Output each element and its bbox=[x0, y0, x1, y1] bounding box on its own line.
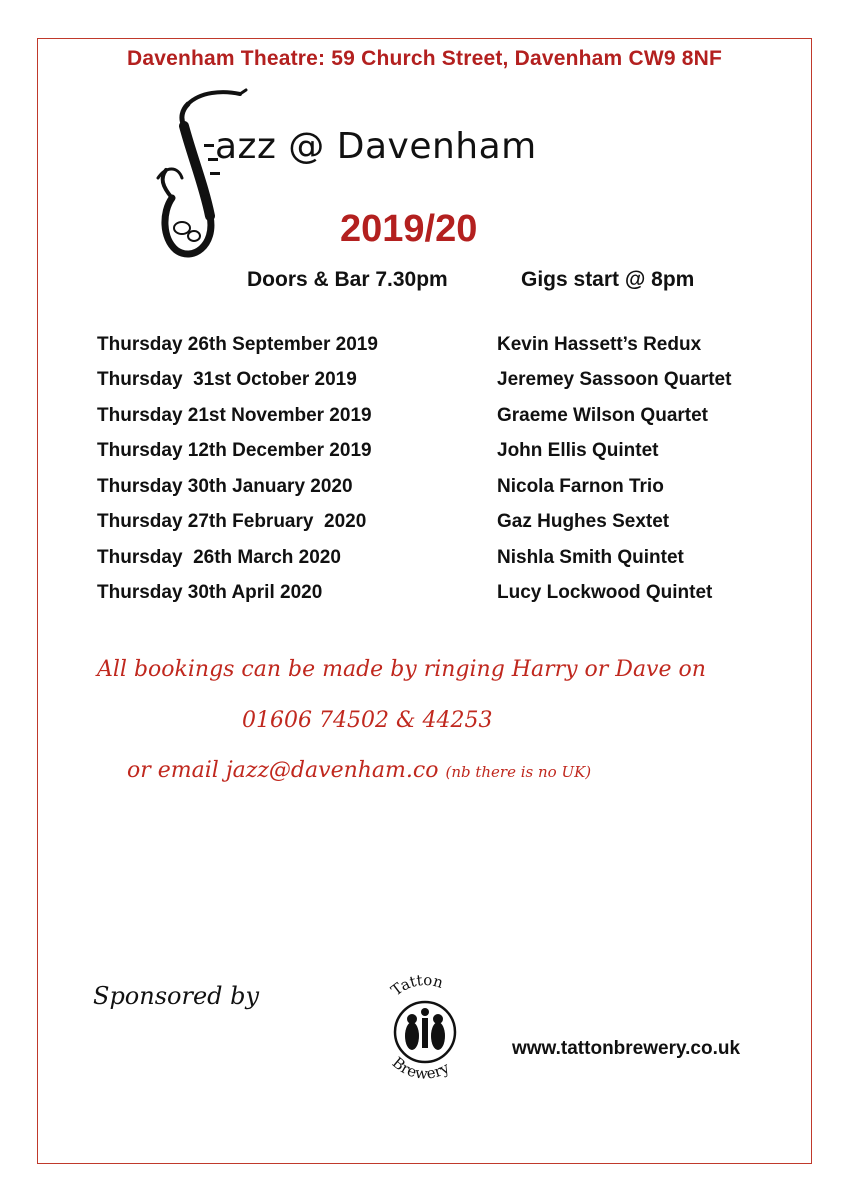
schedule-row bbox=[0, 547, 849, 577]
gig-date: Thursday 12th December 2019 bbox=[97, 440, 372, 461]
gig-act: Kevin Hassett’s Redux bbox=[497, 334, 702, 355]
sponsored-by-label: Sponsored by bbox=[93, 982, 260, 1010]
schedule-row bbox=[0, 476, 849, 506]
doors-time: Doors & Bar 7.30pm bbox=[247, 268, 448, 291]
tatton-brewery-logo bbox=[370, 972, 480, 1082]
gig-date: Thursday 30th January 2020 bbox=[97, 476, 353, 497]
gig-act: John Ellis Quintet bbox=[497, 440, 659, 461]
gig-date: Thursday 26th September 2019 bbox=[97, 334, 378, 355]
season-title: 2019/20 bbox=[340, 208, 478, 250]
venue-address: Davenham Theatre: 59 Church Street, Davenham CW9 8NF bbox=[126, 47, 723, 70]
gig-date: Thursday 21st November 2019 bbox=[97, 405, 372, 426]
gig-act: Gaz Hughes Sextet bbox=[497, 511, 670, 532]
booking-phone-numbers: 01606 74502 & 44253 bbox=[242, 708, 493, 733]
booking-email-note: (nb there is no UK) bbox=[445, 763, 592, 781]
gig-date: Thursday 27th February 2020 bbox=[97, 511, 367, 532]
gig-act: Lucy Lockwood Quintet bbox=[497, 582, 713, 603]
gigs-start-time: Gigs start @ 8pm bbox=[521, 268, 695, 291]
schedule-row bbox=[0, 369, 849, 399]
schedule-row bbox=[0, 334, 849, 364]
schedule-row bbox=[0, 582, 849, 612]
sponsor-website[interactable]: www.tattonbrewery.co.uk bbox=[512, 1038, 741, 1059]
jazz-logo-text: azz @ Davenham bbox=[215, 126, 537, 167]
gig-act: Nishla Smith Quintet bbox=[497, 547, 684, 568]
gig-date: Thursday 31st October 2019 bbox=[97, 369, 357, 390]
saxophone-icon bbox=[152, 86, 252, 264]
logo-text-top: Tatton bbox=[387, 972, 446, 1000]
gig-date: Thursday 26th March 2020 bbox=[97, 547, 341, 568]
schedule-row bbox=[0, 440, 849, 470]
schedule-row bbox=[0, 511, 849, 541]
gig-act: Graeme Wilson Quartet bbox=[497, 405, 708, 426]
gig-act: Jeremey Sassoon Quartet bbox=[497, 369, 732, 390]
gig-act: Nicola Farnon Trio bbox=[497, 476, 664, 497]
logo-text-bottom: Brewery bbox=[388, 1053, 453, 1082]
booking-email-line bbox=[127, 758, 591, 783]
booking-email: or email jazz@davenham.co bbox=[127, 758, 439, 783]
svg-text:Brewery bbox=[389, 1053, 453, 1082]
gig-date: Thursday 30th April 2020 bbox=[97, 582, 323, 603]
svg-text:Tatton bbox=[388, 972, 446, 1000]
schedule-row bbox=[0, 405, 849, 435]
booking-instructions: All bookings can be made by ringing Harry or Dave on bbox=[97, 657, 706, 682]
